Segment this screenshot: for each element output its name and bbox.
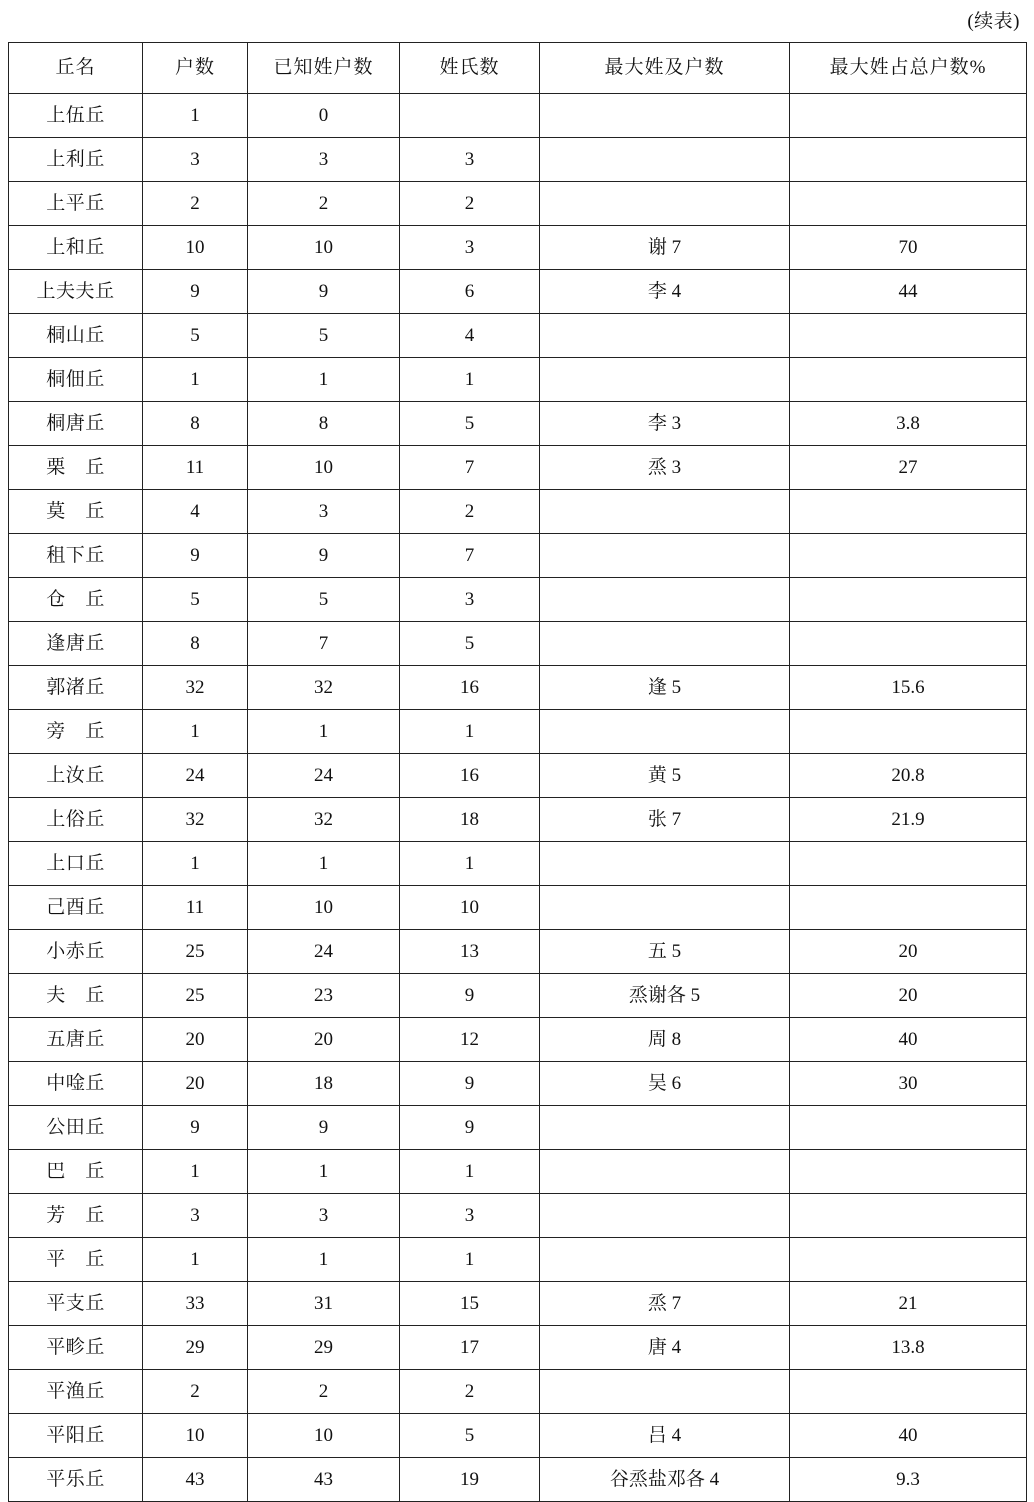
cell-surname-count bbox=[400, 94, 540, 138]
cell-known-surname-households: 10 bbox=[248, 226, 400, 270]
cell-largest-surname-pct bbox=[790, 710, 1027, 754]
cell-known-surname-households: 8 bbox=[248, 402, 400, 446]
cell-household-count: 32 bbox=[143, 798, 248, 842]
table-row bbox=[9, 1458, 1027, 1502]
cell-largest-surname bbox=[540, 358, 790, 402]
cell-largest-surname: 周 8 bbox=[540, 1018, 790, 1062]
cell-largest-surname-pct bbox=[790, 358, 1027, 402]
cell-household-count: 1 bbox=[143, 1238, 248, 1282]
cell-known-surname-households: 24 bbox=[248, 930, 400, 974]
cell-largest-surname-pct bbox=[790, 622, 1027, 666]
cell-household-count: 29 bbox=[143, 1326, 248, 1370]
table-row bbox=[9, 446, 1027, 490]
table-row bbox=[9, 1062, 1027, 1106]
cell-largest-surname bbox=[540, 1238, 790, 1282]
cell-surname-count: 15 bbox=[400, 1282, 540, 1326]
cell-largest-surname bbox=[540, 1194, 790, 1238]
table-row bbox=[9, 1414, 1027, 1458]
cell-household-count: 11 bbox=[143, 446, 248, 490]
cell-largest-surname: 谢 7 bbox=[540, 226, 790, 270]
cell-known-surname-households: 31 bbox=[248, 1282, 400, 1326]
table-row bbox=[9, 842, 1027, 886]
cell-largest-surname bbox=[540, 534, 790, 578]
cell-largest-surname bbox=[540, 886, 790, 930]
cell-surname-count: 3 bbox=[400, 1194, 540, 1238]
cell-surname-count: 1 bbox=[400, 710, 540, 754]
cell-surname-count: 9 bbox=[400, 1062, 540, 1106]
cell-known-surname-households: 3 bbox=[248, 138, 400, 182]
cell-largest-surname-pct: 40 bbox=[790, 1018, 1027, 1062]
cell-household-count: 2 bbox=[143, 1370, 248, 1414]
cell-surname-count: 2 bbox=[400, 490, 540, 534]
table-row bbox=[9, 1106, 1027, 1150]
table-row bbox=[9, 622, 1027, 666]
cell-surname-count: 2 bbox=[400, 1370, 540, 1414]
cell-household-count: 1 bbox=[143, 710, 248, 754]
cell-largest-surname bbox=[540, 578, 790, 622]
cell-qiu-name: 平阳丘 bbox=[9, 1414, 143, 1458]
table-row bbox=[9, 226, 1027, 270]
cell-household-count: 32 bbox=[143, 666, 248, 710]
cell-household-count: 24 bbox=[143, 754, 248, 798]
cell-known-surname-households: 3 bbox=[248, 1194, 400, 1238]
cell-household-count: 8 bbox=[143, 402, 248, 446]
cell-largest-surname bbox=[540, 622, 790, 666]
cell-largest-surname-pct: 20.8 bbox=[790, 754, 1027, 798]
table-row bbox=[9, 490, 1027, 534]
table-row bbox=[9, 710, 1027, 754]
cell-largest-surname-pct: 30 bbox=[790, 1062, 1027, 1106]
cell-largest-surname: 烝谢各 5 bbox=[540, 974, 790, 1018]
cell-known-surname-households: 1 bbox=[248, 710, 400, 754]
cell-surname-count: 1 bbox=[400, 842, 540, 886]
cell-household-count: 25 bbox=[143, 974, 248, 1018]
cell-qiu-name: 租下丘 bbox=[9, 534, 143, 578]
table-row bbox=[9, 1370, 1027, 1414]
cell-largest-surname-pct: 40 bbox=[790, 1414, 1027, 1458]
cell-surname-count: 16 bbox=[400, 754, 540, 798]
cell-largest-surname bbox=[540, 182, 790, 226]
table-header-row bbox=[9, 43, 1027, 94]
cell-qiu-name: 上汝丘 bbox=[9, 754, 143, 798]
table-row bbox=[9, 402, 1027, 446]
cell-qiu-name: 桐唐丘 bbox=[9, 402, 143, 446]
cell-qiu-name: 桐山丘 bbox=[9, 314, 143, 358]
continued-table-label: (续表) bbox=[967, 11, 1020, 32]
cell-known-surname-households: 3 bbox=[248, 490, 400, 534]
cell-largest-surname-pct bbox=[790, 138, 1027, 182]
cell-largest-surname-pct: 21 bbox=[790, 1282, 1027, 1326]
table-header bbox=[9, 43, 1027, 94]
cell-largest-surname: 李 4 bbox=[540, 270, 790, 314]
cell-household-count: 1 bbox=[143, 842, 248, 886]
cell-household-count: 11 bbox=[143, 886, 248, 930]
cell-largest-surname bbox=[540, 138, 790, 182]
cell-surname-count: 3 bbox=[400, 138, 540, 182]
cell-largest-surname-pct bbox=[790, 578, 1027, 622]
table-row bbox=[9, 930, 1027, 974]
cell-household-count: 20 bbox=[143, 1062, 248, 1106]
cell-household-count: 5 bbox=[143, 578, 248, 622]
cell-surname-count: 1 bbox=[400, 358, 540, 402]
cell-largest-surname: 李 3 bbox=[540, 402, 790, 446]
cell-qiu-name: 莫 丘 bbox=[9, 490, 143, 534]
cell-surname-count: 5 bbox=[400, 1414, 540, 1458]
cell-largest-surname-pct: 13.8 bbox=[790, 1326, 1027, 1370]
cell-surname-count: 4 bbox=[400, 314, 540, 358]
column-header-surname-count: 姓氏数 bbox=[400, 43, 540, 94]
cell-surname-count: 9 bbox=[400, 1106, 540, 1150]
column-header-largest-surname: 最大姓及户数 bbox=[540, 43, 790, 94]
cell-known-surname-households: 32 bbox=[248, 798, 400, 842]
cell-largest-surname: 黄 5 bbox=[540, 754, 790, 798]
cell-qiu-name: 旁 丘 bbox=[9, 710, 143, 754]
cell-qiu-name: 栗 丘 bbox=[9, 446, 143, 490]
cell-largest-surname-pct: 20 bbox=[790, 930, 1027, 974]
table-row bbox=[9, 1194, 1027, 1238]
cell-surname-count: 13 bbox=[400, 930, 540, 974]
cell-qiu-name: 平畛丘 bbox=[9, 1326, 143, 1370]
cell-largest-surname-pct: 15.6 bbox=[790, 666, 1027, 710]
cell-household-count: 8 bbox=[143, 622, 248, 666]
cell-household-count: 1 bbox=[143, 1150, 248, 1194]
cell-surname-count: 5 bbox=[400, 402, 540, 446]
cell-known-surname-households: 1 bbox=[248, 842, 400, 886]
cell-household-count: 20 bbox=[143, 1018, 248, 1062]
cell-largest-surname-pct bbox=[790, 1150, 1027, 1194]
cell-largest-surname-pct: 44 bbox=[790, 270, 1027, 314]
cell-surname-count: 3 bbox=[400, 578, 540, 622]
cell-largest-surname-pct: 20 bbox=[790, 974, 1027, 1018]
cell-known-surname-households: 20 bbox=[248, 1018, 400, 1062]
cell-largest-surname: 逢 5 bbox=[540, 666, 790, 710]
cell-household-count: 4 bbox=[143, 490, 248, 534]
cell-qiu-name: 上夫夫丘 bbox=[9, 270, 143, 314]
cell-household-count: 3 bbox=[143, 1194, 248, 1238]
column-header-largest-surname-pct: 最大姓占总户数% bbox=[790, 43, 1027, 94]
table-row bbox=[9, 1326, 1027, 1370]
cell-largest-surname bbox=[540, 1370, 790, 1414]
cell-largest-surname: 吴 6 bbox=[540, 1062, 790, 1106]
cell-surname-count: 1 bbox=[400, 1150, 540, 1194]
cell-known-surname-households: 32 bbox=[248, 666, 400, 710]
table-row bbox=[9, 270, 1027, 314]
cell-known-surname-households: 43 bbox=[248, 1458, 400, 1502]
cell-known-surname-households: 1 bbox=[248, 1150, 400, 1194]
cell-surname-count: 12 bbox=[400, 1018, 540, 1062]
cell-known-surname-households: 2 bbox=[248, 1370, 400, 1414]
cell-qiu-name: 夫 丘 bbox=[9, 974, 143, 1018]
cell-known-surname-households: 24 bbox=[248, 754, 400, 798]
cell-surname-count: 16 bbox=[400, 666, 540, 710]
cell-largest-surname-pct bbox=[790, 1106, 1027, 1150]
cell-surname-count: 17 bbox=[400, 1326, 540, 1370]
cell-largest-surname: 烝 7 bbox=[540, 1282, 790, 1326]
cell-largest-surname bbox=[540, 490, 790, 534]
cell-largest-surname-pct: 3.8 bbox=[790, 402, 1027, 446]
cell-known-surname-households: 7 bbox=[248, 622, 400, 666]
cell-known-surname-households: 1 bbox=[248, 1238, 400, 1282]
cell-qiu-name: 五唐丘 bbox=[9, 1018, 143, 1062]
cell-household-count: 25 bbox=[143, 930, 248, 974]
cell-known-surname-households: 9 bbox=[248, 270, 400, 314]
cell-largest-surname bbox=[540, 710, 790, 754]
cell-qiu-name: 平支丘 bbox=[9, 1282, 143, 1326]
table-row bbox=[9, 886, 1027, 930]
cell-known-surname-households: 23 bbox=[248, 974, 400, 1018]
cell-qiu-name: 上口丘 bbox=[9, 842, 143, 886]
cell-household-count: 10 bbox=[143, 1414, 248, 1458]
table-row bbox=[9, 534, 1027, 578]
cell-qiu-name: 平 丘 bbox=[9, 1238, 143, 1282]
cell-household-count: 9 bbox=[143, 534, 248, 578]
cell-largest-surname: 张 7 bbox=[540, 798, 790, 842]
table-body bbox=[9, 94, 1027, 1502]
table-row bbox=[9, 1018, 1027, 1062]
cell-household-count: 5 bbox=[143, 314, 248, 358]
cell-largest-surname-pct bbox=[790, 534, 1027, 578]
cell-surname-count: 18 bbox=[400, 798, 540, 842]
cell-largest-surname-pct bbox=[790, 182, 1027, 226]
cell-qiu-name: 巴 丘 bbox=[9, 1150, 143, 1194]
cell-known-surname-households: 29 bbox=[248, 1326, 400, 1370]
table-row bbox=[9, 666, 1027, 710]
table-row bbox=[9, 94, 1027, 138]
table-row bbox=[9, 974, 1027, 1018]
cell-qiu-name: 平渔丘 bbox=[9, 1370, 143, 1414]
cell-qiu-name: 己酉丘 bbox=[9, 886, 143, 930]
cell-surname-count: 19 bbox=[400, 1458, 540, 1502]
cell-surname-count: 9 bbox=[400, 974, 540, 1018]
cell-qiu-name: 桐佃丘 bbox=[9, 358, 143, 402]
cell-household-count: 1 bbox=[143, 94, 248, 138]
table-row bbox=[9, 1282, 1027, 1326]
cell-largest-surname-pct: 27 bbox=[790, 446, 1027, 490]
cell-largest-surname-pct bbox=[790, 1370, 1027, 1414]
cell-largest-surname: 烝 3 bbox=[540, 446, 790, 490]
cell-surname-count: 1 bbox=[400, 1238, 540, 1282]
cell-largest-surname-pct bbox=[790, 490, 1027, 534]
cell-qiu-name: 郭渚丘 bbox=[9, 666, 143, 710]
cell-largest-surname bbox=[540, 1106, 790, 1150]
cell-qiu-name: 上平丘 bbox=[9, 182, 143, 226]
cell-household-count: 3 bbox=[143, 138, 248, 182]
cell-known-surname-households: 9 bbox=[248, 534, 400, 578]
cell-largest-surname-pct bbox=[790, 94, 1027, 138]
cell-largest-surname-pct bbox=[790, 886, 1027, 930]
cell-surname-count: 7 bbox=[400, 534, 540, 578]
cell-largest-surname: 唐 4 bbox=[540, 1326, 790, 1370]
column-header-qiu-name: 丘名 bbox=[9, 43, 143, 94]
cell-household-count: 43 bbox=[143, 1458, 248, 1502]
cell-largest-surname-pct bbox=[790, 1238, 1027, 1282]
cell-largest-surname-pct: 70 bbox=[790, 226, 1027, 270]
table-row bbox=[9, 798, 1027, 842]
cell-largest-surname-pct: 9.3 bbox=[790, 1458, 1027, 1502]
cell-surname-count: 10 bbox=[400, 886, 540, 930]
cell-household-count: 33 bbox=[143, 1282, 248, 1326]
cell-largest-surname bbox=[540, 314, 790, 358]
cell-qiu-name: 公田丘 bbox=[9, 1106, 143, 1150]
cell-surname-count: 6 bbox=[400, 270, 540, 314]
household-surname-table bbox=[8, 42, 1027, 1502]
table-row bbox=[9, 314, 1027, 358]
cell-known-surname-households: 0 bbox=[248, 94, 400, 138]
cell-surname-count: 3 bbox=[400, 226, 540, 270]
cell-household-count: 1 bbox=[143, 358, 248, 402]
cell-largest-surname: 吕 4 bbox=[540, 1414, 790, 1458]
cell-largest-surname-pct bbox=[790, 842, 1027, 886]
cell-known-surname-households: 5 bbox=[248, 578, 400, 622]
cell-household-count: 10 bbox=[143, 226, 248, 270]
cell-qiu-name: 上和丘 bbox=[9, 226, 143, 270]
cell-household-count: 9 bbox=[143, 270, 248, 314]
cell-known-surname-households: 10 bbox=[248, 886, 400, 930]
cell-largest-surname bbox=[540, 1150, 790, 1194]
cell-surname-count: 2 bbox=[400, 182, 540, 226]
cell-largest-surname-pct bbox=[790, 314, 1027, 358]
cell-qiu-name: 小赤丘 bbox=[9, 930, 143, 974]
cell-known-surname-households: 9 bbox=[248, 1106, 400, 1150]
cell-qiu-name: 逢唐丘 bbox=[9, 622, 143, 666]
column-header-household-count: 户数 bbox=[143, 43, 248, 94]
cell-known-surname-households: 18 bbox=[248, 1062, 400, 1106]
cell-largest-surname: 五 5 bbox=[540, 930, 790, 974]
cell-household-count: 9 bbox=[143, 1106, 248, 1150]
cell-qiu-name: 芳 丘 bbox=[9, 1194, 143, 1238]
cell-largest-surname bbox=[540, 842, 790, 886]
cell-qiu-name: 仓 丘 bbox=[9, 578, 143, 622]
cell-surname-count: 5 bbox=[400, 622, 540, 666]
cell-largest-surname-pct bbox=[790, 1194, 1027, 1238]
cell-largest-surname bbox=[540, 94, 790, 138]
table-row bbox=[9, 754, 1027, 798]
table-row bbox=[9, 358, 1027, 402]
table-row bbox=[9, 1238, 1027, 1282]
cell-largest-surname-pct: 21.9 bbox=[790, 798, 1027, 842]
table-row bbox=[9, 138, 1027, 182]
cell-qiu-name: 上伍丘 bbox=[9, 94, 143, 138]
table-row bbox=[9, 182, 1027, 226]
cell-known-surname-households: 5 bbox=[248, 314, 400, 358]
cell-qiu-name: 上利丘 bbox=[9, 138, 143, 182]
table-row bbox=[9, 1150, 1027, 1194]
cell-qiu-name: 中唫丘 bbox=[9, 1062, 143, 1106]
cell-surname-count: 7 bbox=[400, 446, 540, 490]
column-header-known-surname-households: 已知姓户数 bbox=[248, 43, 400, 94]
cell-qiu-name: 上俗丘 bbox=[9, 798, 143, 842]
cell-household-count: 2 bbox=[143, 182, 248, 226]
cell-qiu-name: 平乐丘 bbox=[9, 1458, 143, 1502]
cell-known-surname-households: 2 bbox=[248, 182, 400, 226]
table-row bbox=[9, 578, 1027, 622]
cell-largest-surname: 谷烝盐邓各 4 bbox=[540, 1458, 790, 1502]
cell-known-surname-households: 10 bbox=[248, 1414, 400, 1458]
cell-known-surname-households: 10 bbox=[248, 446, 400, 490]
cell-known-surname-households: 1 bbox=[248, 358, 400, 402]
